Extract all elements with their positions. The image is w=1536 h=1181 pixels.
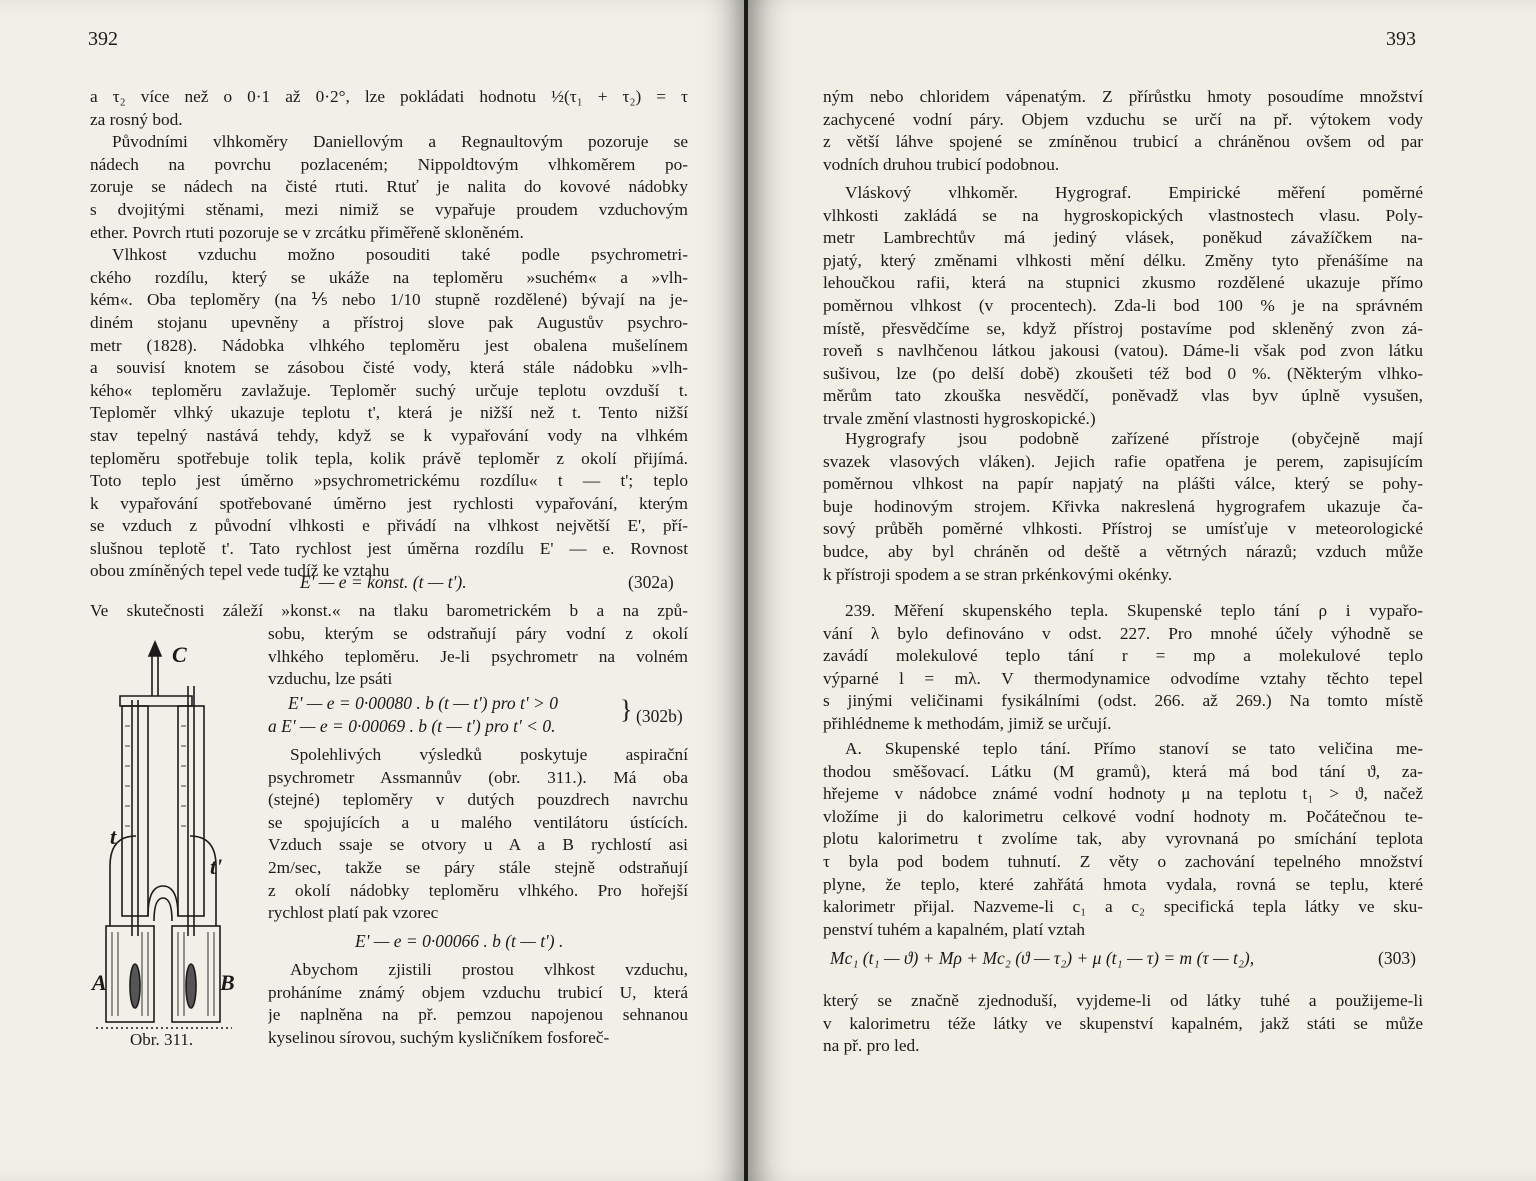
figure-label-c: C: [172, 642, 187, 667]
psychrometer-drawing: [92, 636, 264, 1036]
text-line: psychrometr Assmannův (obr. 311.). Má oba: [268, 767, 688, 787]
text-line: místě, přesvědčíme se, když přístroj postavíme pod skleněný zvon zá-: [823, 318, 1423, 338]
equation-302b-line1: E' — e = 0·00080 . b (t — t') pro t' > 0: [288, 693, 558, 713]
text-line: k přístroji spodem a se stran prkénkovými okénky.: [823, 564, 1173, 584]
text-line: vzduchu, lze psáti: [268, 669, 393, 689]
text-line: τ byla pod bodem tuhnutí. Z věty o zachování tepelného množství: [823, 851, 1423, 871]
text-line: Ve skutečnosti záleží »konst.« na tlaku barometrickém b a na způ-: [90, 601, 688, 620]
left-page: [0, 0, 746, 1181]
text-line: vlhkosti zakládá se na hygroskopických vlastnostech vlasu. Poly-: [823, 205, 1423, 225]
page-number: 393: [1386, 28, 1416, 50]
left-text-right-column-3: [268, 959, 688, 1049]
text-line: vání λ bylo definováno v odst. 227. Pro mnohé účely výhodně se: [823, 623, 1423, 643]
text-line: se spojujících a u malého ventilátoru ústících.: [268, 812, 688, 832]
text-line: za rosný bod.: [90, 109, 183, 129]
text-line: na př. pro led.: [823, 1036, 920, 1056]
text-line: stav tepelný nastává tehdy, když se k vypařování vody na vlhkém: [90, 425, 688, 445]
text-line: ckého rozdílu, který se ukáže na teploměru »suchém« a »vlh-: [90, 267, 688, 287]
text-line: sový průběh poměrné vlhkosti. Přístroj se umísťuje v meteorologické: [823, 519, 1423, 539]
equation-302c: E' — e = 0·00066 . b (t — t') .: [355, 931, 564, 951]
text-line: kalorimetr přijal. Nazveme-li c₁ a c₂ specifická tepla látky ve sku-: [823, 897, 1423, 917]
right-page: [748, 0, 1536, 1181]
text-line: kého« teploměru zavlažuje. Teploměr suchý určuje teplotu ovzduší t.: [90, 380, 688, 400]
right-para-1: [823, 86, 1423, 176]
text-line: rychlost platí pak vzorec: [268, 903, 439, 923]
text-line: buje hodinovým strojem. Křivka nakreslená hygrografem ukazuje ča-: [823, 496, 1423, 516]
figure-psychrometer: [92, 636, 264, 1036]
text-line: pjatý, který změnami vlhkosti mění délku. Změny tyto přenášíme na: [823, 250, 1423, 270]
text-line: se vzduch z původní vlhkosti e přivádí na vlhkost největší E', pří-: [90, 516, 688, 536]
text-line: ether. Povrch rtuti pozoruje se v zrcátku přiměřeně skloněném.: [90, 222, 524, 242]
right-para-4: [823, 600, 1423, 736]
text-line: zachycené vodní páry. Objem vzduchu se určí na př. výtokem vody: [823, 109, 1423, 129]
left-text-right-column-2: [268, 744, 688, 925]
text-line: (stejné) teploměry v dutých pouzdrech navrchu: [268, 790, 688, 810]
text-line: k vypařování spotřebované úměrno jest rychlosti vypařování, kterým: [90, 493, 688, 513]
text-line: A. Skupenské teplo tání. Přímo stanoví se tato veličina me-: [845, 739, 1423, 758]
text-line: vlhkého teploměru. Je-li psychrometr na volném: [268, 646, 688, 666]
text-line: plyne, že teplo, které zahřátá hmota vydala, rovná se teplu, které: [823, 874, 1423, 894]
text-line: budce, aby byl chráněn od deště a větrných nárazů; vzduch může: [823, 541, 1423, 561]
text-line: z okolí nádobky teploměru vlhkého. Pro hořejší: [268, 880, 688, 900]
text-line: s jinými veličinami fysikálními (odst. 266. až 269.) Na tomto místě: [823, 691, 1423, 711]
text-line: a souvisí knotem se zásobou čisté vody, která stále nádobku »vlh-: [90, 358, 688, 378]
text-line: trvale změní vlastnosti hygroskopické.): [823, 408, 1096, 428]
equation-number-302a: (302a): [628, 572, 674, 592]
right-para-5: [823, 738, 1423, 941]
text-line: diném stojanu upevněny a přístroj slove pak Augustův psychro-: [90, 312, 688, 332]
text-line: přihlédneme k methodám, jimiž se určují.: [823, 713, 1112, 733]
figure-caption: Obr. 311.: [130, 1030, 194, 1049]
text-line: proháníme známý objem vzduchu trubicí U, která: [268, 982, 688, 1002]
left-text-top: [90, 86, 688, 583]
text-line: metr Lambrechtův má jediný vlásek, poněkud závažíčkem na-: [823, 228, 1423, 248]
right-para-2: [823, 182, 1423, 431]
text-line: poměrnou vlhkost na papír napjatý na plášti válce, který se pohy-: [823, 474, 1423, 494]
figure-label-b: B: [220, 970, 235, 995]
text-line: ným nebo chloridem vápenatým. Z přírůstku hmoty posoudíme množství: [823, 87, 1423, 106]
text-line: svazek vlasových vláken). Jejich rafie opatřena je perem, zapisujícím: [823, 451, 1423, 471]
text-line: měrům tato zkouška nesvědčí, poněvadž vlas byv úplně vysušen,: [823, 386, 1423, 406]
text-line: kém«. Oba teploměry (na ⅕ nebo 1/10 stupně rozdělené) bývají na je-: [90, 290, 688, 310]
text-line: Hygrografy jsou podobně zařízené přístroje (obyčejně mají: [845, 429, 1423, 448]
text-line: lehoučkou rafii, která na stupnici zkusmo rozdělené ukazuje přímo: [823, 273, 1423, 293]
text-line: slušnou teplotě t'. Tato rychlost jest úměrna rozdílu E' — e. Rovnost: [90, 538, 688, 558]
equation-number-302b: (302b): [636, 706, 683, 726]
text-line: sušivou, lze (po delší době) zkoušeti též bod 0 %. (Některým vlhko-: [823, 363, 1423, 383]
text-line: výparné l = mλ. V thermodynamice odvodíme vztahy těchto tepel: [823, 668, 1423, 688]
figure-label-t: t: [110, 824, 117, 849]
text-line: kyselinou sírovou, suchým kysličníkem fosforeč-: [268, 1027, 610, 1047]
left-text-after-302a: [90, 600, 688, 623]
figure-label-a: A: [92, 970, 107, 995]
text-line: Teploměr vlhký ukazuje teplotu t', která je nižší než t. Tento nižší: [90, 403, 688, 423]
figure-label-t-prime: t': [210, 854, 223, 879]
text-line: Vzduch ssaje se otvory u A a B rychlostí asi: [268, 835, 688, 855]
text-line: plotu kalorimetru t zvolíme tak, aby vyrovnaná po smíchání teplota: [823, 829, 1423, 849]
text-line: nádech na povrchu pozlaceném; Nippoldtovým vlhkoměrem po-: [90, 154, 688, 174]
right-para-3: [823, 428, 1423, 586]
text-line: v kalorimetru téže látky ve skupenství kapalném, jakž státi se může: [823, 1013, 1423, 1033]
text-line: hřejeme v nádobce známé vodní hodnoty μ na teplotu t₁ > ϑ, načež: [823, 784, 1423, 804]
text-line: s dvojitými stěnami, mezi nimiž se vypařuje proudem vzduchovým: [90, 199, 688, 219]
text-line: Spolehlivých výsledků poskytuje aspirační: [290, 745, 688, 764]
text-line: vodních druhou trubicí podobnou.: [823, 154, 1060, 174]
text-line: obou zmíněných tepel vede tudíž ke vztahu: [90, 561, 390, 581]
text-line: sobu, kterým se odstraňují páry vodní z okolí: [268, 624, 688, 643]
text-line: 2m/sec, takže se páry stále stejně odstraňují: [268, 857, 688, 877]
text-line: Vláskový vlhkoměr. Hygrograf. Empirické měření poměrné: [845, 183, 1423, 202]
text-line: metr (1828). Nádobka vlhkého teploměru jest obalena mušelínem: [90, 335, 688, 355]
equation-302b-line2: a E' — e = 0·00069 . b (t — t') pro t' < 0.: [268, 716, 556, 736]
text-line: roveň s navlhčenou látkou jakousi (vatou). Dáme-li však pod zvon látku: [823, 341, 1423, 361]
left-text-right-column-1: [268, 623, 688, 691]
text-line: Vlhkost vzduchu možno posouditi také podle psychrometri-: [112, 245, 688, 265]
equation-number-303: (303): [1378, 948, 1416, 968]
text-line: a τ₂ více než o 0·1 až 0·2°, lze pokládati hodnotu ½(τ₁ + τ₂) = τ: [90, 87, 688, 106]
brace: }: [620, 695, 633, 724]
text-line: Původními vlhkoměry Daniellovým a Regnaultovým pozoruje se: [112, 132, 688, 152]
text-line: z větší láhve spojené se zmíněnou trubicí a chráněnou ovšem od par: [823, 132, 1423, 152]
text-line: vložíme ji do kalorimetru celkové vodní hodnoty m. Počátečnou te-: [823, 806, 1423, 826]
text-line: zavádí molekulové teplo tání r = mρ a molekulové teplo: [823, 646, 1423, 666]
right-para-6: [823, 990, 1423, 1058]
text-line: thodou směšovací. Látku (M gramů), která má bod tání ϑ, za-: [823, 761, 1423, 781]
equation-302a: E' — e = konst. (t — t').: [300, 572, 467, 592]
text-line: teploměru spotřebuje tolik tepla, kolik právě teploměr z okolí přijímá.: [90, 448, 688, 468]
text-line: Abychom zjistili prostou vlhkost vzduchu,: [290, 960, 688, 979]
text-line: penství tuhém a kapalném, platí vztah: [823, 919, 1086, 939]
equation-303: Mc₁ (t₁ — ϑ) + Mρ + Mc₂ (ϑ — τ₂) + μ (t₁ — τ) = m (τ — t₂),: [830, 948, 1255, 968]
text-line: zoruje se nádech na čisté rtuti. Rtuť je nalita do kovové nádobky: [90, 177, 688, 197]
page-number: 392: [88, 28, 118, 50]
text-line: který se značně zjednoduší, vyjdeme-li od látky tuhé a použijeme-li: [823, 991, 1423, 1010]
text-line: Toto teplo jest úměrno »psychrometrickému rozdílu« t — t'; teplo: [90, 471, 688, 491]
text-line: je naplněna na př. pemzou napojenou sehnanou: [268, 1005, 688, 1025]
text-line: 239. Měření skupenského tepla. Skupenské teplo tání ρ i vypařo-: [845, 601, 1423, 620]
text-line: poměrnou vlhkost (v procentech). Zda-li bod 100 % je na správném: [823, 295, 1423, 315]
